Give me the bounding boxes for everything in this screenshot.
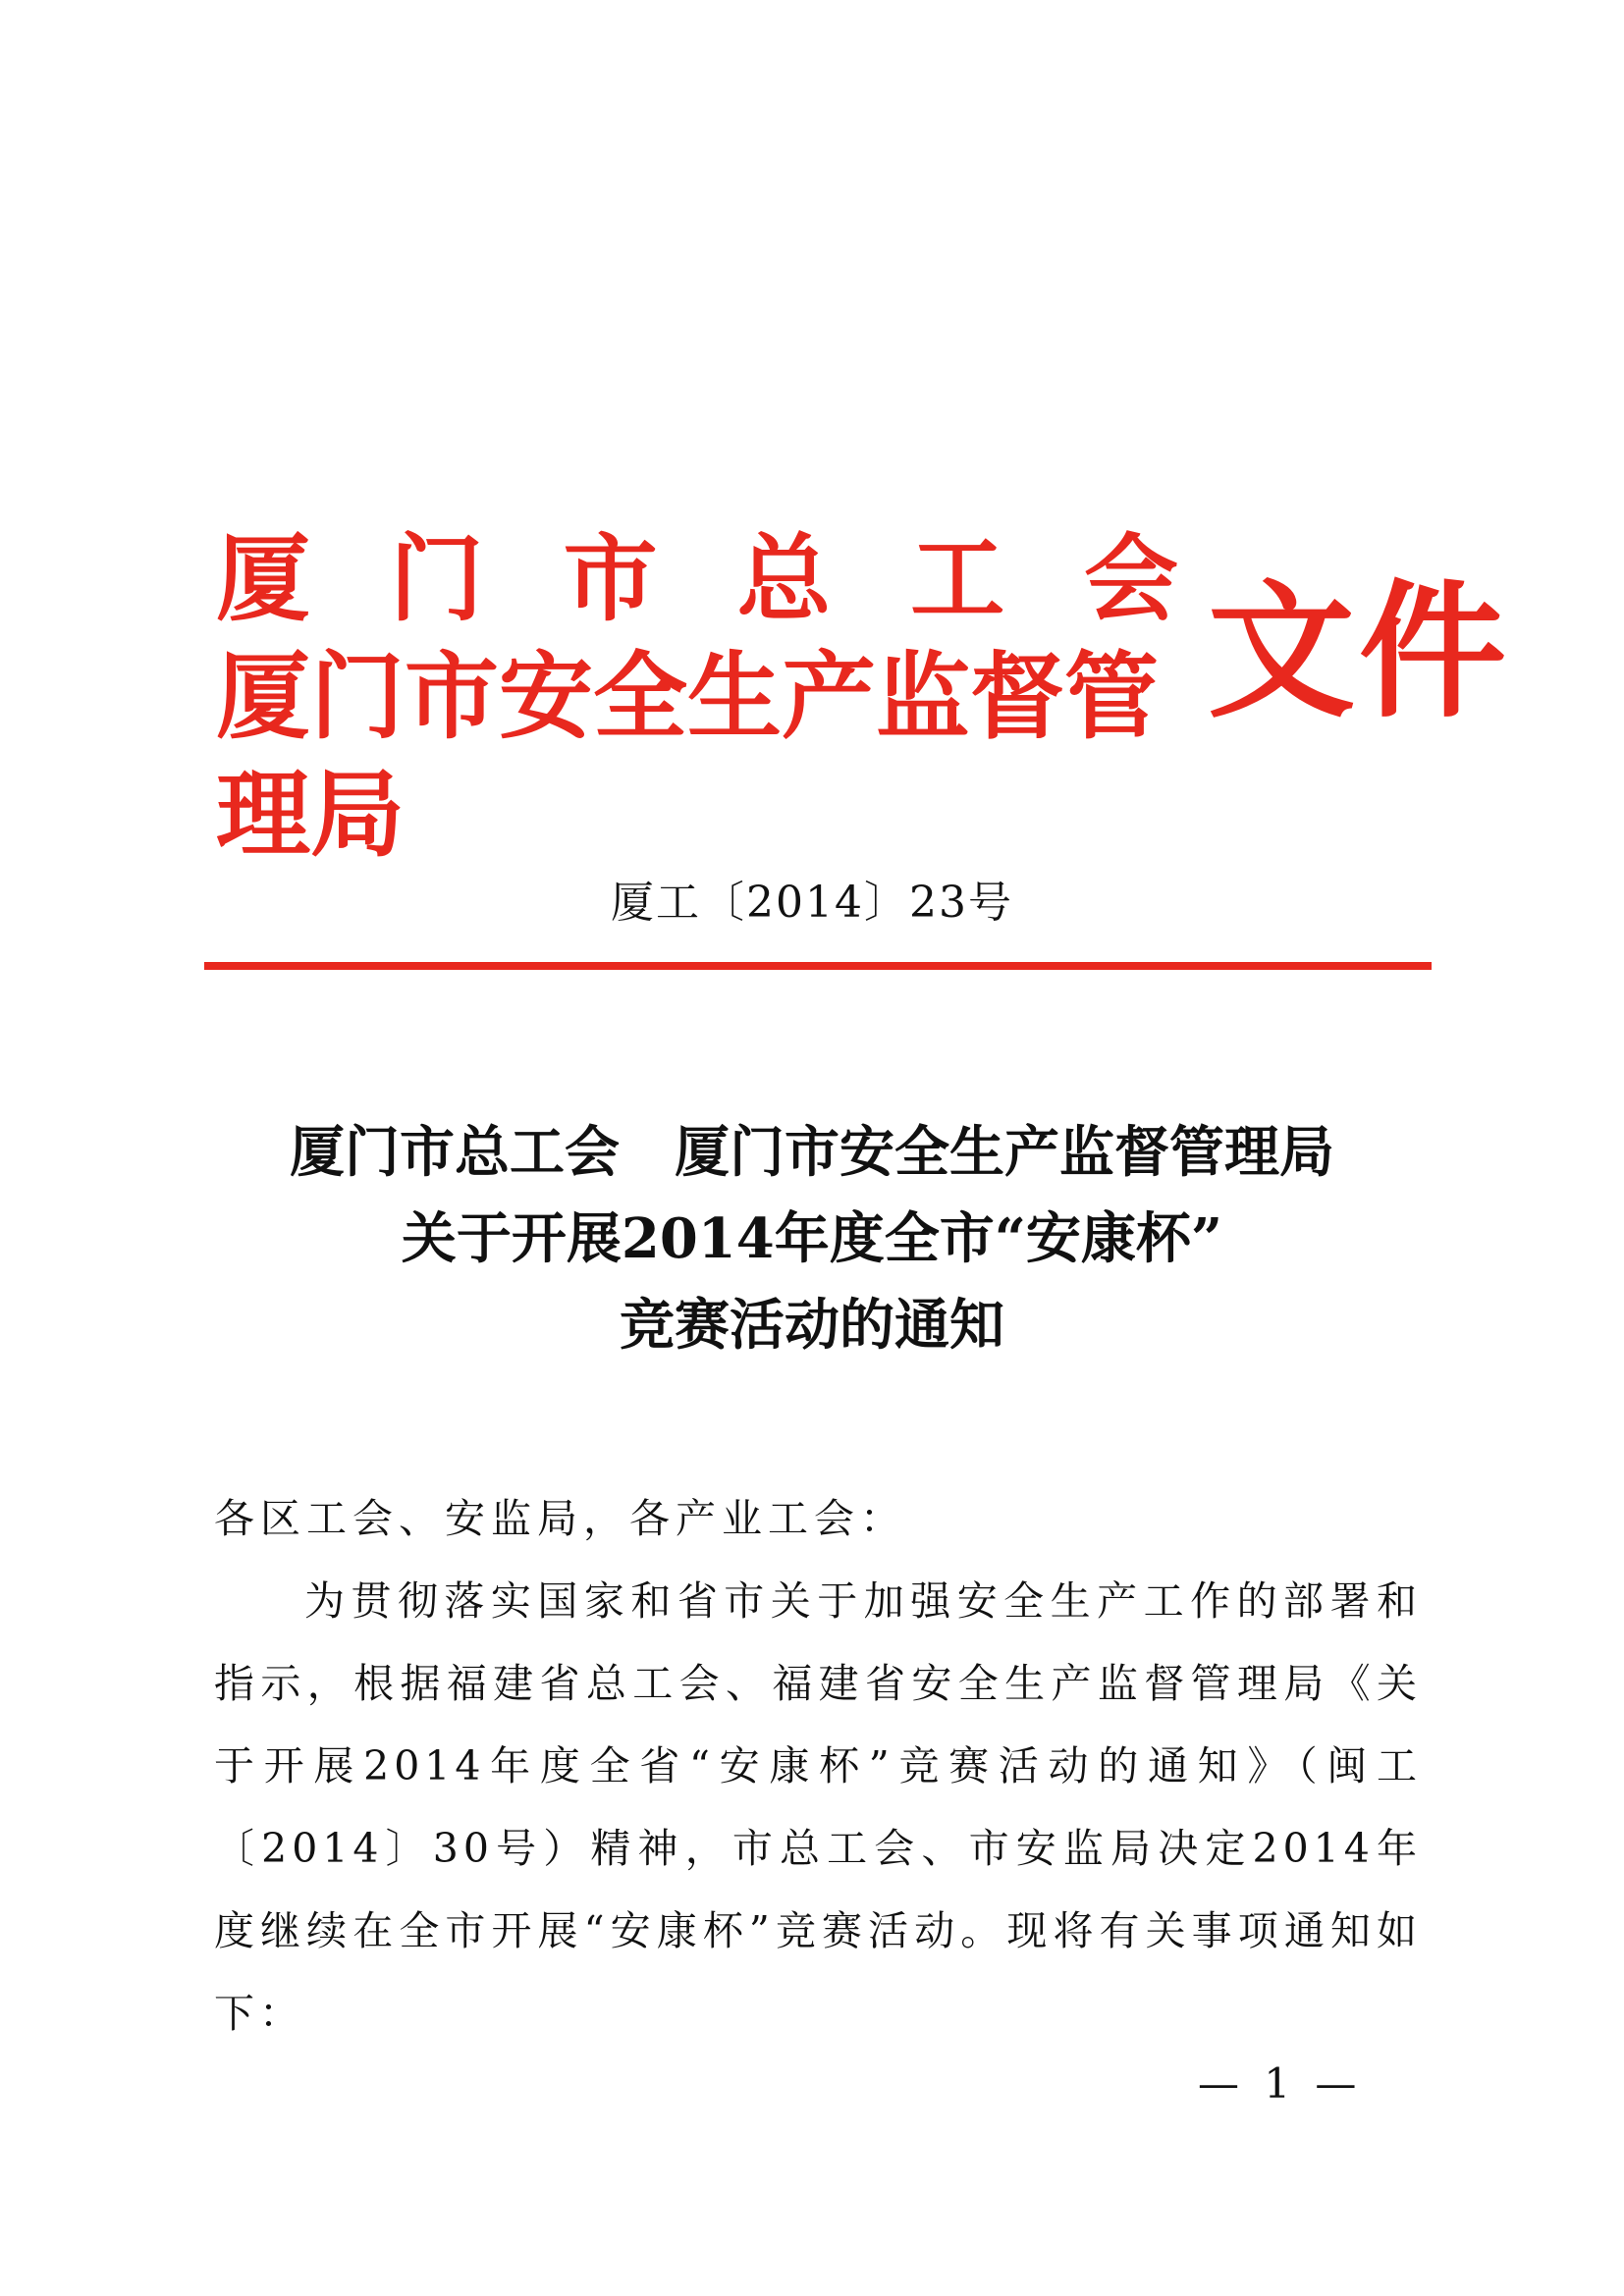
org-name-char: 会 [1083, 524, 1178, 634]
org-name-trade-union [216, 520, 1178, 638]
org-name-char: 工 [910, 524, 1005, 634]
page-number: — 1 — [1198, 2059, 1363, 2108]
org-name-safety-bureau: 厦门市安全生产监督管理局 [216, 642, 1159, 870]
salutation: 各区工会、安监局，各产业工会： [214, 1495, 906, 1542]
body-paragraph: 为贯彻落实国家和省市关于加强安全生产工作的部署和指示，根据福建省总工会、福建省安全生产监督管理局《关于开展2014年度全省“安康杯”竞赛活动的通知》（闽工〔2014〕30号）精神，市总工会、市安监局决定2014年度继续在全市开展“安康杯”竞赛活动。现将有关事项通知如下： [214, 1577, 1422, 2037]
org-name-char: 门 [389, 524, 484, 634]
red-divider [204, 962, 1432, 970]
org-name-char: 市 [563, 524, 658, 634]
document-number: 厦工〔2014〕23号 [611, 878, 1013, 928]
title-line-2: 关于开展2014年度全市“安康杯” [401, 1206, 1223, 1271]
title-line-3: 竞赛活动的通知 [620, 1293, 1004, 1358]
document-title [0, 1109, 1624, 1368]
document-body [214, 1477, 1422, 2055]
doc-type-label: 文件 [1208, 567, 1511, 738]
org-name-char: 厦 [216, 524, 310, 634]
org-name-char: 总 [736, 524, 832, 634]
title-line-1: 厦门市总工会 厦门市安全生产监督管理局 [290, 1120, 1334, 1185]
document-header [216, 510, 1511, 870]
